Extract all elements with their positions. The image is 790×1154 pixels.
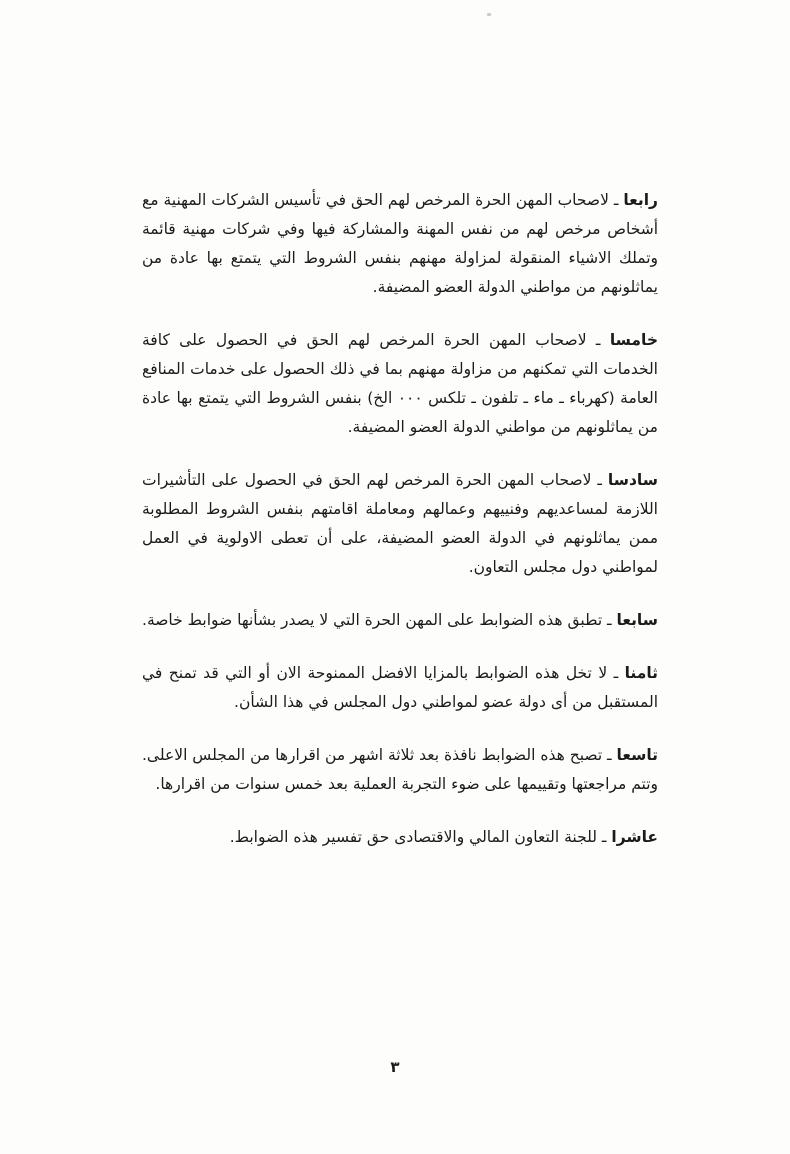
document-body <box>142 186 658 876</box>
paragraph-eighth-lead: ثامنا <box>624 664 658 682</box>
paragraph-fourth <box>142 186 658 302</box>
paragraph-fifth-text: ـ لاصحاب المهن الحرة المرخص لهم الحق في الحصول على كافة الخدمات التي تمكنهم من مزاولة مهنهم بما في ذلك الحصول على خدمات المنافع العامة (كهرباء ـ ماء ـ تلفون ـ تلكس ٠٠٠ الخ) بنفس الشروط التي يتمتع بها عادة من يماثلونهم من مواطني الدولة العضو المضيفة. <box>142 331 658 436</box>
paragraph-seventh-text: ـ تطبق هذه الضوابط على المهن الحرة التي لا يصدر بشأنها ضوابط خاصة. <box>142 611 612 629</box>
paragraph-ninth <box>142 741 658 799</box>
paragraph-fifth <box>142 326 658 442</box>
paragraph-sixth-text: ـ لاصحاب المهن الحرة المرخص لهم الحق في الحصول على التأشيرات اللازمة لمساعديهم وفنييهم وعمالهم ومعاملة اقامتهم بنفس الشروط المطلوبة ممن يماثلونهم في الدولة العضو المضيفة، على أن تعطى الاولوية في العمل لمواطني دول مجلس التعاون. <box>142 471 658 576</box>
paragraph-eighth-text: ـ لا تخل هذه الضوابط بالمزايا الافضل الممنوحة الان أو التي قد تمنح في المستقبل من أى دولة عضو لمواطني دول المجلس في هذا الشأن. <box>142 664 658 711</box>
paragraph-ninth-text: ـ تصبح هذه الضوابط نافذة بعد ثلاثة اشهر من اقرارها من المجلس الاعلى. وتتم مراجعتها وتقييمها على ضوء التجربة العملية بعد خمس سنوات من اقرارها. <box>142 746 658 793</box>
paragraph-sixth-lead: سادسا <box>607 471 658 489</box>
paragraph-tenth-text: ـ للجنة التعاون المالي والاقتصادى حق تفسير هذه الضوابط. <box>229 828 607 846</box>
page-number: ٣ <box>390 1058 400 1076</box>
paragraph-fourth-lead: رابعا <box>623 191 658 209</box>
paragraph-seventh <box>142 606 658 635</box>
paragraph-tenth-lead: عاشرا <box>611 828 658 846</box>
paragraph-eighth <box>142 659 658 717</box>
paragraph-fifth-lead: خامسا <box>609 331 658 349</box>
scan-artifact <box>487 13 491 16</box>
paragraph-seventh-lead: سابعا <box>616 611 658 629</box>
paragraph-tenth <box>142 823 658 852</box>
paragraph-fourth-text: ـ لاصحاب المهن الحرة المرخص لهم الحق في تأسيس الشركات المهنية مع أشخاص مرخص لهم من نفس المهنة والمشاركة فيها وفي شركات مهنية قائمة وتملك الاشياء المنقولة لمزاولة مهنهم بنفس الشروط التي يتمتع بها عادة من يماثلونهم من مواطني الدولة العضو المضيفة. <box>142 191 658 296</box>
paragraph-sixth <box>142 466 658 582</box>
paragraph-ninth-lead: تاسعا <box>616 746 658 764</box>
